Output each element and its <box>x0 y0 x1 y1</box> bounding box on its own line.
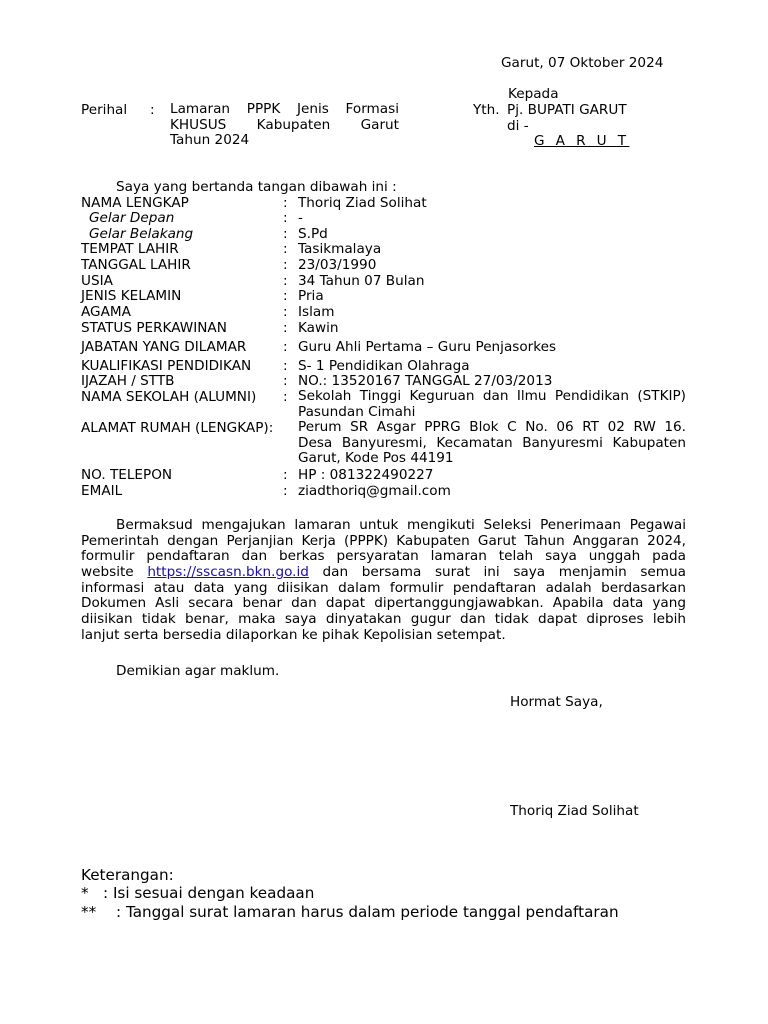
body-text: dan bersama surat ini saya menjamin semua <box>322 564 686 581</box>
field-row <box>81 304 686 320</box>
field-label: USIA <box>81 273 113 289</box>
body-line: informasi atau data yang diisikan dalam formulir pendaftaran adalah berdasarkan <box>81 579 686 596</box>
recipient-di: di - <box>507 118 529 134</box>
field-value-line: Desa Banyuresmi, Kecamatan Banyuresmi Kabupaten <box>298 434 686 451</box>
signature-name: Thoriq Ziad Solihat <box>510 803 639 819</box>
field-label: JENIS KELAMIN <box>81 288 182 304</box>
field-label: AGAMA <box>81 304 131 320</box>
field-label: TANGGAL LAHIR <box>81 257 191 273</box>
note-text: : Isi sesuai dengan keadaan <box>103 884 315 902</box>
field-row <box>81 210 686 226</box>
body-paragraph <box>81 518 686 644</box>
field-value: 23/03/1990 <box>298 257 377 273</box>
field-row <box>81 419 686 466</box>
field-label: NAMA LENGKAP <box>81 195 189 211</box>
field-value: Kawin <box>298 320 339 336</box>
field-label: ALAMAT RUMAH (LENGKAP): <box>81 420 274 436</box>
letter-date: Garut, 07 Oktober 2024 <box>501 55 664 71</box>
field-row <box>81 388 686 420</box>
field-value <box>298 389 686 420</box>
field-colon: : <box>283 373 288 389</box>
kepada-label: Kepada <box>508 86 559 102</box>
body-line: lanjut serta bersedia dilaporkan ke pihak Kepolisian setempat. <box>81 626 506 643</box>
field-value: Thoriq Ziad Solihat <box>298 195 427 211</box>
perihal-colon: : <box>150 102 155 118</box>
field-value: Guru Ahli Pertama – Guru Penjasorkes <box>298 339 557 355</box>
perihal-line: Lamaran PPPK Jenis Formasi <box>170 101 399 117</box>
field-value-line: Garut, Kode Pos 44191 <box>298 450 454 466</box>
perihal-text <box>170 102 399 149</box>
perihal-line: KHUSUS Kabupaten Garut <box>170 116 399 133</box>
field-colon: : <box>283 339 288 355</box>
field-colon: : <box>283 257 288 273</box>
recipient-city: G A R U T <box>534 133 630 149</box>
field-label: STATUS PERKAWINAN <box>81 320 227 336</box>
field-label: JABATAN YANG DILAMAR <box>81 339 247 355</box>
field-colon: : <box>283 358 288 374</box>
field-value: - <box>298 210 303 226</box>
field-row <box>81 257 686 273</box>
field-label: Gelar Depan <box>89 210 175 226</box>
field-row <box>81 467 686 483</box>
field-colon: : <box>283 195 288 211</box>
body-line: Dokumen Asli secara benar dan dapat dipertanggungjawabkan. Apabila data yang <box>81 595 686 612</box>
sscasn-link[interactable]: https://sscasn.bkn.go.id <box>147 564 309 581</box>
field-row <box>81 241 686 257</box>
field-value: S.Pd <box>298 226 328 242</box>
body-line: diisikan tidak benar, maka saya dinyatakan gugur dan tidak dapat diproses lebih <box>81 611 686 628</box>
field-colon: : <box>283 273 288 289</box>
field-label: Gelar Belakang <box>89 226 194 242</box>
field-colon: : <box>283 467 288 483</box>
field-value: Islam <box>298 304 335 320</box>
notes-title: Keterangan: <box>81 866 174 884</box>
field-label: NAMA SEKOLAH (ALUMNI) <box>81 389 257 405</box>
signature-greeting: Hormat Saya, <box>510 694 603 710</box>
field-value: ziadthoriq@gmail.com <box>298 483 451 499</box>
field-value-line: Sekolah Tinggi Keguruan dan Ilmu Pendidikan (STKIP) <box>298 388 686 404</box>
field-row <box>81 226 686 242</box>
field-value-line: Pasundan Cimahi <box>298 403 416 420</box>
note-text: : Tanggal surat lamaran harus dalam periode tanggal pendaftaran <box>116 903 619 921</box>
body-line <box>81 565 686 581</box>
body-text: website <box>81 564 134 581</box>
field-value: NO.: 13520167 TANGGAL 27/03/2013 <box>298 373 553 389</box>
field-value: S- 1 Pendidikan Olahraga <box>298 358 470 374</box>
closing-text: Demikian agar maklum. <box>116 663 280 679</box>
body-line: formulir pendaftaran dan berkas persyaratan lamaran telah saya unggah pada <box>81 548 686 565</box>
recipient-name: Pj. BUPATI GARUT <box>507 102 627 118</box>
perihal-line: Tahun 2024 <box>170 132 250 148</box>
field-colon: : <box>283 226 288 242</box>
field-row <box>81 358 686 374</box>
field-colon: : <box>283 288 288 304</box>
field-label: TEMPAT LAHIR <box>81 241 179 257</box>
field-value: Pria <box>298 288 324 304</box>
body-line: Pemerintah dengan Perjanjian Kerja (PPPK) Kabupaten Garut Tahun Anggaran 2024, <box>81 532 686 549</box>
perihal-label: Perihal <box>81 102 128 118</box>
field-row <box>81 195 686 211</box>
field-row <box>81 373 686 389</box>
body-line: Bermaksud mengajukan lamaran untuk mengikuti Seleksi Penerimaan Pegawai <box>116 517 686 533</box>
field-label: KUALIFIKASI PENDIDIKAN <box>81 358 252 374</box>
field-row <box>81 288 686 304</box>
field-colon: : <box>283 210 288 226</box>
field-colon: : <box>283 483 288 499</box>
field-value: HP : 081322490227 <box>298 467 434 483</box>
field-colon: : <box>283 304 288 320</box>
field-value: Tasikmalaya <box>298 241 382 257</box>
field-row <box>81 483 686 499</box>
field-row <box>81 339 686 355</box>
field-value: 34 Tahun 07 Bulan <box>298 273 425 289</box>
intro-text: Saya yang bertanda tangan dibawah ini : <box>116 179 397 195</box>
note-mark: ** <box>81 903 97 921</box>
field-colon: : <box>283 320 288 336</box>
field-value <box>298 420 686 467</box>
field-row <box>81 273 686 289</box>
field-label: EMAIL <box>81 483 123 499</box>
note-mark: * <box>81 884 89 902</box>
field-row <box>81 320 686 336</box>
field-label: IJAZAH / STTB <box>81 373 175 389</box>
yth-label: Yth. <box>473 102 500 118</box>
field-label: NO. TELEPON <box>81 467 173 483</box>
field-colon: : <box>283 241 288 257</box>
field-colon: : <box>283 389 288 405</box>
field-value-line: Perum SR Asgar PPRG Blok C No. 06 RT 02 RW 16. <box>298 419 686 435</box>
